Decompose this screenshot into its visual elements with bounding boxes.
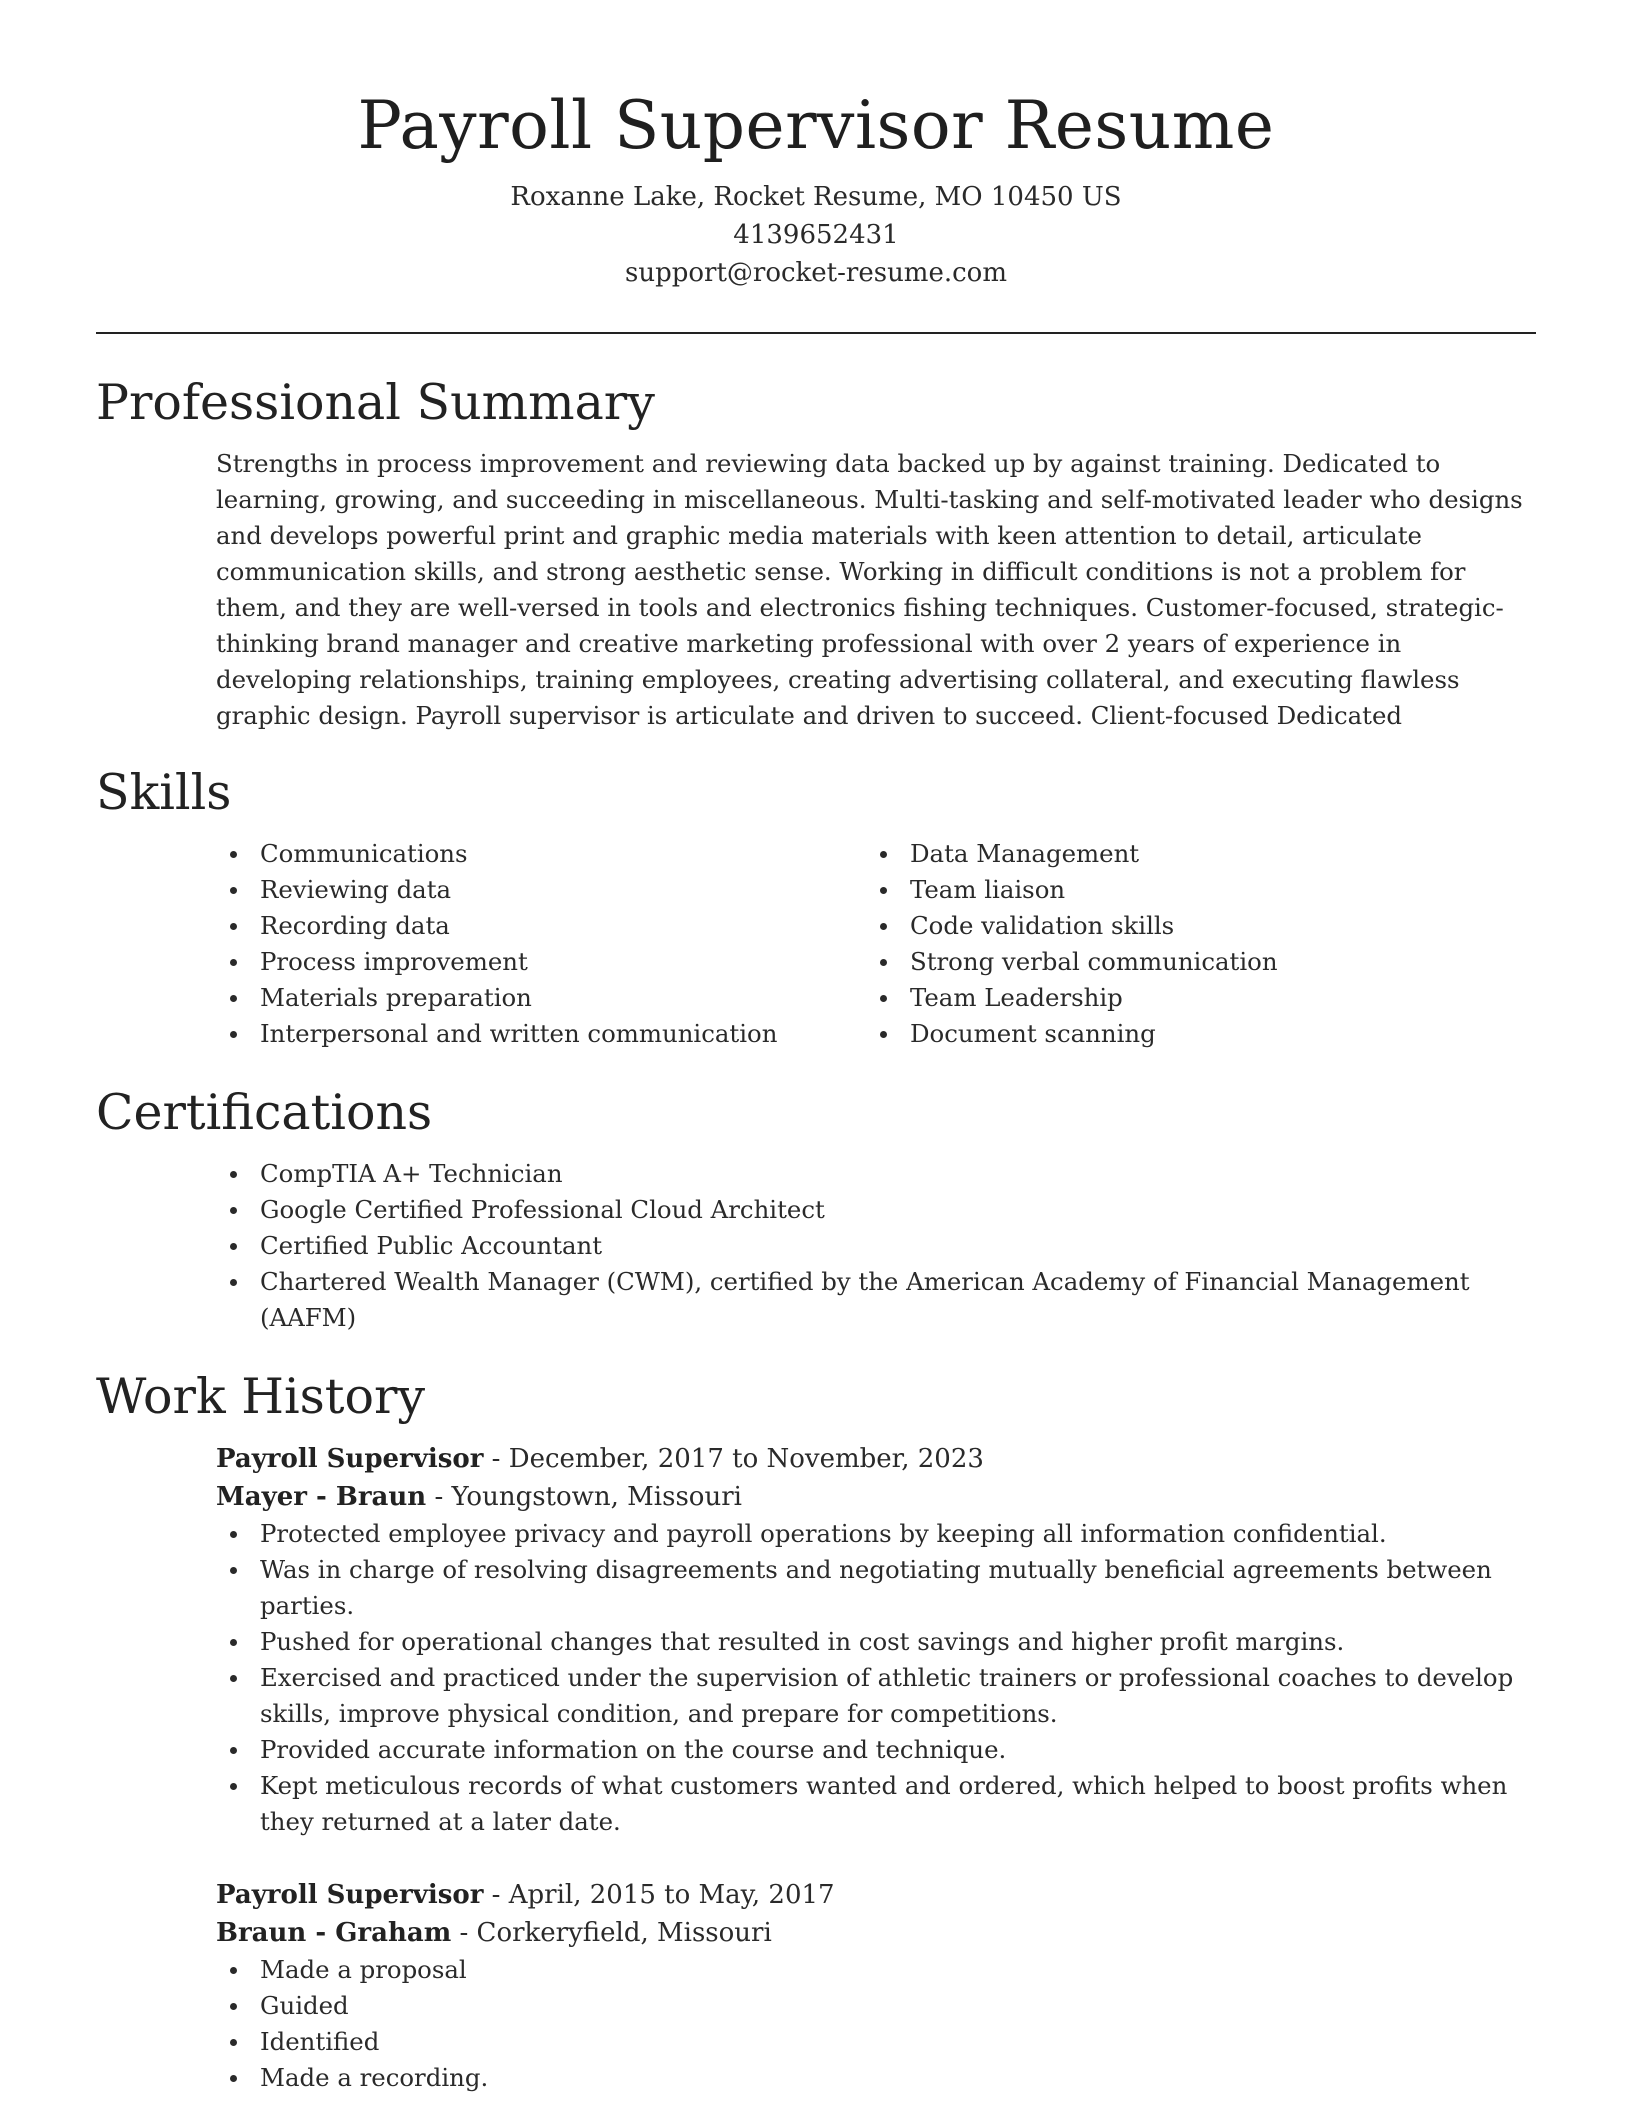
job-employer-line [216, 1914, 1536, 1952]
job-location: - Corkeryfield, Missouri [451, 1918, 772, 1948]
skills-body [96, 836, 1536, 1052]
job-duty-item: Protected employee privacy and payroll operations by keeping all information confidential. [216, 1516, 1536, 1552]
job-duty-item: Made a recording. [216, 2060, 1536, 2096]
certification-item: Google Certified Professional Cloud Architect [216, 1192, 1536, 1228]
certifications-body [96, 1156, 1536, 1336]
job-dates: - December, 2017 to November, 2023 [483, 1444, 984, 1474]
job-location: - Youngstown, Missouri [426, 1482, 742, 1512]
job-duty-item: Provided accurate information on the course and technique. [216, 1732, 1536, 1768]
job-duty-item: Identified [216, 2024, 1536, 2060]
job-employer-line [216, 1478, 1536, 1516]
job-duty-item: Exercised and practiced under the supervision of athletic trainers or professional coaches to develop skills, improve physical condition, and prepare for competitions. [216, 1660, 1536, 1732]
header-divider [96, 332, 1536, 334]
certification-item: CompTIA A+ Technician [216, 1156, 1536, 1192]
work-history-body [96, 1440, 1536, 2096]
summary-text: Strengths in process improvement and reviewing data backed up by against training. Dedicated to learning, growing, and succeeding in miscellaneous. Multi-tasking and self-motivated leader who designs and develops powerful print and graphic media materials with keen attention to detail, articulate communication skills, and strong aesthetic sense. Working in difficult conditions is not a problem for them, and they are well-versed in tools and electronics fishing techniques. Customer-focused, strategic-thinking brand manager and creative marketing professional with over 2 years of experience in developing relationships, training employees, creating advertising collateral, and executing flawless graphic design. Payroll supervisor is articulate and driven to succeed. Client-focused Dedicated [216, 449, 1523, 730]
page-title: Payroll Supervisor Resume [357, 87, 1275, 164]
summary-body [96, 446, 1536, 734]
job-entry [216, 1876, 1536, 2096]
skill-item: Document scanning [866, 1016, 1516, 1052]
skill-item: Communications [216, 836, 866, 872]
job-employer: Mayer - Braun [216, 1482, 427, 1512]
skill-item: Team liaison [866, 872, 1516, 908]
job-duty-item: Guided [216, 1988, 1536, 2024]
skills-heading: Skills [96, 764, 232, 821]
job-title: Payroll Supervisor [216, 1880, 484, 1910]
job-duty-item: Made a proposal [216, 1952, 1536, 1988]
contact-address: Roxanne Lake, Rocket Resume, MO 10450 US [510, 182, 1122, 212]
skill-item: Interpersonal and written communication [216, 1016, 866, 1052]
skill-item: Materials preparation [216, 980, 866, 1016]
skill-item: Team Leadership [866, 980, 1516, 1016]
certifications-section [96, 1082, 1536, 1336]
skill-item: Data Management [866, 836, 1516, 872]
skills-section [96, 762, 1536, 1052]
certifications-list [216, 1156, 1536, 1336]
resume-header [0, 0, 1632, 292]
work-history-heading: Work History [96, 1368, 426, 1425]
skill-item: Recording data [216, 908, 866, 944]
job-title-line [216, 1876, 1536, 1914]
skills-list-right [866, 836, 1516, 1052]
contact-phone: 4139652431 [733, 220, 899, 250]
certifications-heading: Certifications [96, 1084, 433, 1141]
job-title: Payroll Supervisor [216, 1444, 484, 1474]
skills-grid [216, 836, 1536, 1052]
skill-item: Strong verbal communication [866, 944, 1516, 980]
job-duty-item: Pushed for operational changes that resulted in cost savings and higher profit margins. [216, 1624, 1536, 1660]
work-history-section [96, 1366, 1536, 2096]
skills-list-left [216, 836, 866, 1052]
contact-block [0, 178, 1632, 292]
contact-email: support@rocket-resume.com [624, 258, 1007, 288]
job-duties-list [216, 1516, 1536, 1840]
job-employer: Braun - Graham [216, 1918, 452, 1948]
job-duty-item: Was in charge of resolving disagreements and negotiating mutually beneficial agreements between parties. [216, 1552, 1536, 1624]
skill-item: Reviewing data [216, 872, 866, 908]
job-duties-list [216, 1952, 1536, 2096]
summary-section [96, 372, 1536, 734]
job-title-line [216, 1440, 1536, 1478]
skill-item: Process improvement [216, 944, 866, 980]
summary-heading: Professional Summary [96, 374, 655, 431]
certification-item: Chartered Wealth Manager (CWM), certified by the American Academy of Financial Management (AAFM) [216, 1264, 1536, 1336]
job-duty-item: Kept meticulous records of what customers wanted and ordered, which helped to boost profits when they returned at a later date. [216, 1768, 1536, 1840]
skill-item: Code validation skills [866, 908, 1516, 944]
job-dates: - April, 2015 to May, 2017 [483, 1880, 835, 1910]
job-entry [216, 1440, 1536, 1840]
certification-item: Certified Public Accountant [216, 1228, 1536, 1264]
